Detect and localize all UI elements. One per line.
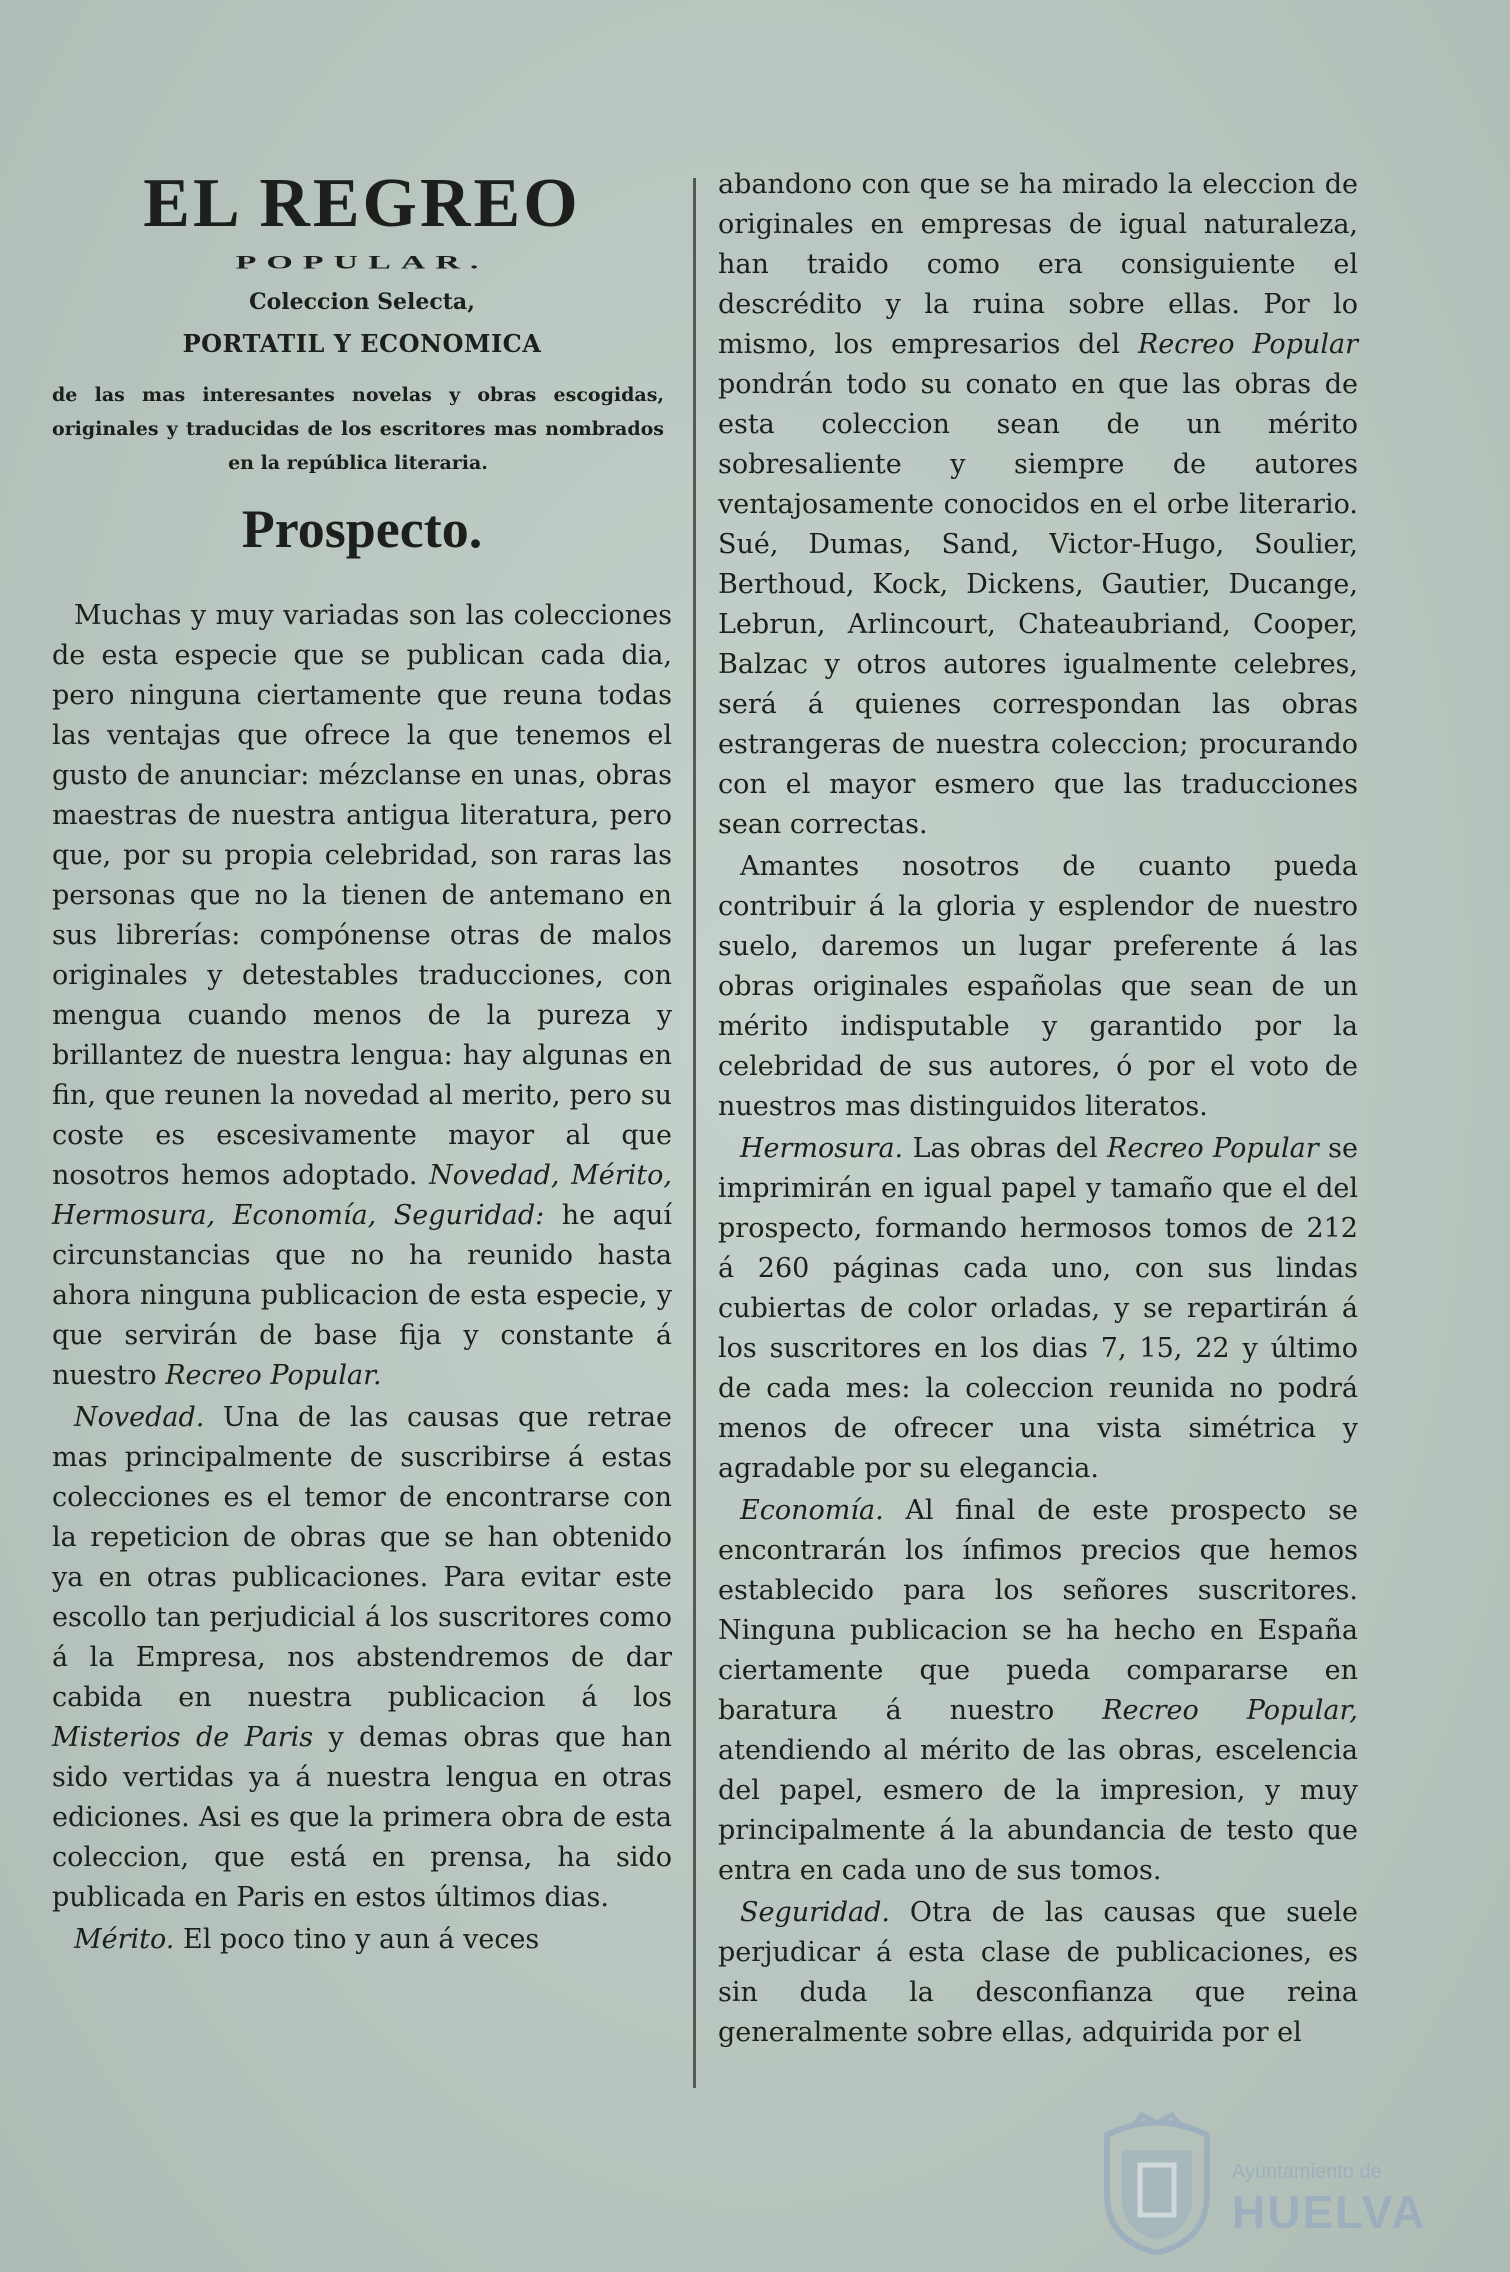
text-run: Otra de las causas que suele perjudicar á esta clase de publicaciones, es sin duda la desconfianza que reina generalmente sobre ellas, adquirida por el: [718, 1897, 1358, 2048]
paragraph: [718, 1129, 1358, 1489]
text-run: Al final de este prospecto se encontrarán los ínfimos precios que hemos establecido para los señores suscritores. Ninguna publicacion se ha hecho en España ciertamente que pueda compararse en baratura á nuestro: [718, 1495, 1358, 1726]
publication-title: Recreo Popular,: [1102, 1695, 1358, 1726]
keyword-list: Novedad, Mérito, Hermosura, Economía, Seguridad:: [52, 1159, 672, 1231]
watermark-line2: HUELVA: [1232, 2186, 1427, 2238]
text-run: Las obras del: [912, 1133, 1098, 1164]
paragraph: [52, 596, 672, 1396]
masthead: [52, 165, 672, 480]
masthead-description: de las mas interesantes novelas y obras escogidas, originales y traducidas de los escritores mas nombrados en la república literaria.: [52, 384, 664, 475]
watermark-line1: Ayuntamiento de: [1232, 2161, 1382, 2183]
paragraph: [718, 165, 1358, 845]
section-keyword: Hermosura.: [740, 1133, 904, 1164]
work-title: Misterios de Paris: [52, 1721, 314, 1753]
section-keyword: Seguridad.: [740, 1897, 890, 1928]
publication-title: Recreo Popular.: [165, 1359, 382, 1391]
masthead-title: EL REGREO: [143, 165, 581, 242]
left-column: [52, 165, 672, 1960]
publication-title: Recreo Popular: [1107, 1133, 1319, 1164]
prospecto-heading: Prospecto.: [241, 499, 483, 560]
right-body-text: [718, 165, 1358, 2053]
text-run: atendiendo al mérito de las obras, escelencia del papel, esmero de la impresion, y muy principalmente á la abundancia de testo que entra en cada uno de sus tomos.: [718, 1735, 1358, 1886]
paragraph: [718, 847, 1358, 1127]
text-run: Amantes nosotros de cuanto pueda contribuir á la gloria y esplendor de nuestro suelo, daremos un lugar preferente á las obras originales españolas que sean de un mérito indisputable y garantido por la celebridad de sus autores, ó por el voto de nuestros mas distinguidos literatos.: [718, 851, 1358, 1122]
text-run: y demas obras que han sido vertidas ya á nuestra lengua en otras ediciones. Asi es que la primera obra de esta coleccion, que está en prensa, ha sido publicada en Paris en estos últimos dias.: [52, 1721, 672, 1913]
masthead-collection-line: Coleccion Selecta,: [249, 289, 475, 316]
section-keyword: Mérito.: [74, 1923, 175, 1955]
text-run: abandono con que se ha mirado la eleccion de originales en empresas de igual naturaleza, han traido como era consiguiente el descrédito y la ruina sobre ellas. Por lo mismo, los empresarios del: [718, 169, 1358, 360]
publication-title: Recreo Popular: [1137, 329, 1358, 360]
masthead-subtitle: POPULAR.: [235, 252, 489, 273]
text-run: El poco tino y aun á veces: [182, 1923, 540, 1955]
coat-of-arms-icon: [1092, 2105, 1222, 2255]
paragraph: [52, 1920, 672, 1960]
column-divider: [693, 178, 696, 2088]
text-run: Muchas y muy variadas son las colecciones de esta especie que se publican cada dia, pero ninguna ciertamente que reuna todas las ventajas que ofrece la que tenemos el gusto de anunciar: mézclanse en unas, obras maestras de nuestra antigua literatura, pero que, por su propia celebridad, son raras las personas que no la tienen de antemano en sus librerías: compónense otras de malos originales y detestables traducciones, con mengua cuando menos de la pureza y brillantez de nuestra lengua: hay algunas en fin, que reunen la novedad al merito, pero su coste es escesivamente mayor al que nosotros hemos adoptado.: [52, 599, 672, 1191]
paragraph: [718, 1893, 1358, 2053]
text-run: he aquí circunstancias que no ha reunido hasta ahora ninguna publicacion de esta especie, y que servirán de base fija y constante á nuestro: [52, 1199, 672, 1391]
right-column: [718, 165, 1358, 2053]
huelva-watermark: [1092, 2105, 1442, 2255]
left-body-text: [52, 596, 672, 1960]
paragraph: [718, 1491, 1358, 1891]
section-keyword: Economía.: [740, 1495, 884, 1526]
text-run: pondrán todo su conato en que las obras de esta coleccion sean de un mérito sobresaliente y siempre de autores ventajosamente conocidos en el orbe literario. Sué, Dumas, Sand, Victor-Hugo, Soulier, Berthoud, Kock, Dickens, Gautier, Ducange, Lebrun, Arlincourt, Chateaubriand, Cooper, Balzac y otros autores igualmente celebres, será á quienes correspondan las obras estrangeras de nuestra coleccion; procurando con el mayor esmero que las traducciones sean correctas.: [718, 369, 1358, 840]
section-keyword: Novedad.: [74, 1401, 205, 1433]
masthead-portable-line: PORTATIL Y ECONOMICA: [182, 329, 542, 359]
text-run: se imprimirán en igual papel y tamaño que el del prospecto, formando hermosos tomos de 212 á 260 páginas cada uno, con sus lindas cubiertas de color orladas, y se repartirán á los suscritores en los dias 7, 15, 22 y último de cada mes: la coleccion reunida no podrá menos de ofrecer una vista simétrica y agradable por su elegancia.: [718, 1133, 1358, 1484]
paragraph: [52, 1398, 672, 1918]
text-run: Una de las causas que retrae mas principalmente de suscribirse á estas colecciones es el temor de encontrarse con la repeticion de obras que se han obtenido ya en otras publicaciones. Para evitar este escollo tan perjudicial á los suscritores como á la Empresa, nos abstendremos de dar cabida en nuestra publicacion á los: [52, 1401, 672, 1713]
